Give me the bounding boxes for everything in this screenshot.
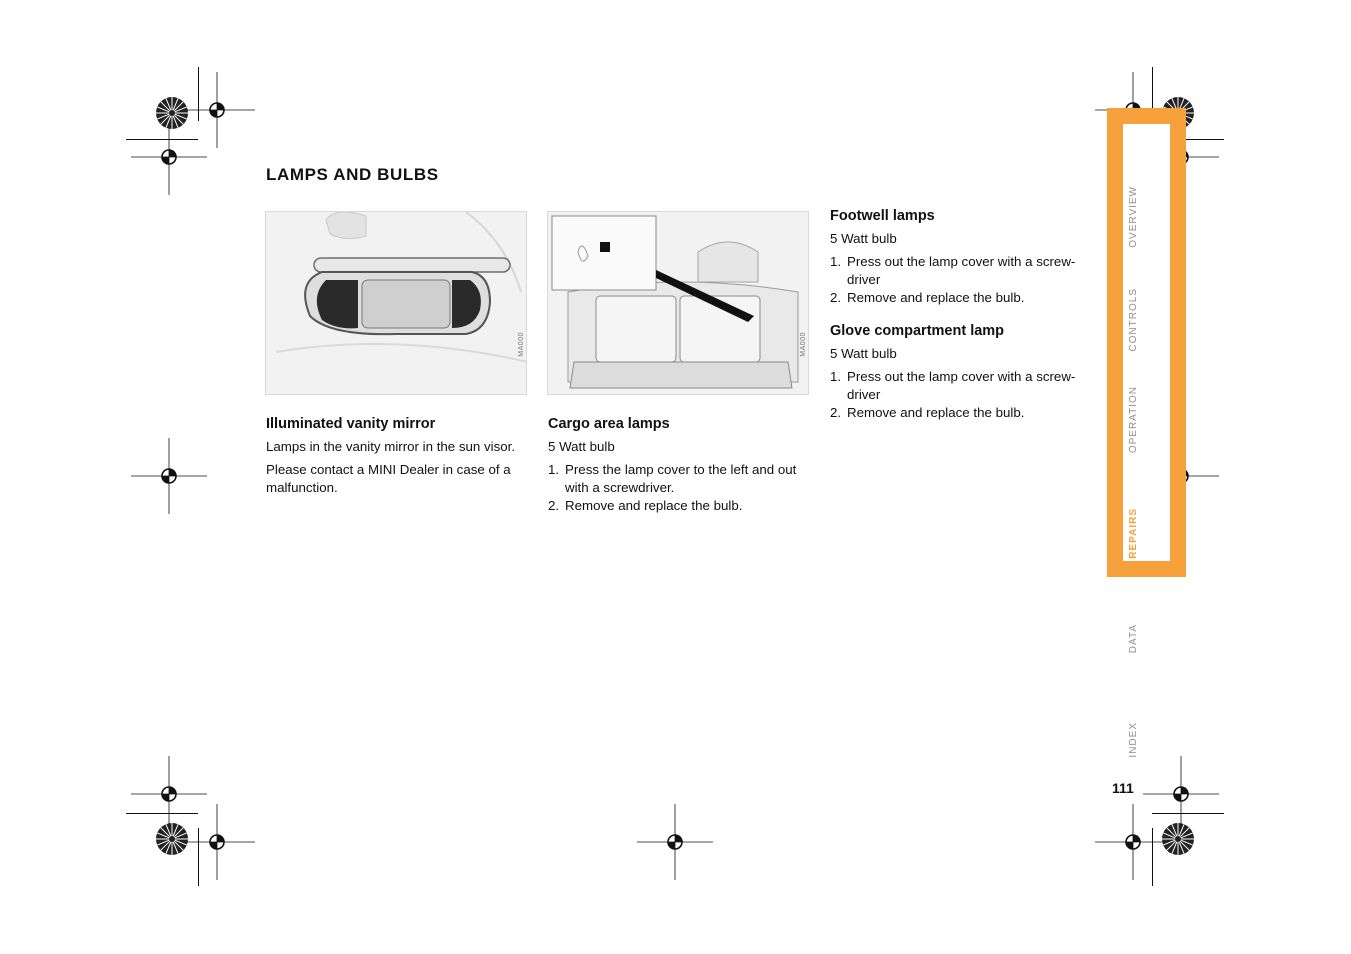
nav-item-controls[interactable]: CONTROLS (1128, 288, 1139, 352)
paragraph: Please contact a MINI Dealer in case of a malfunction. (266, 462, 511, 495)
bulb-spec: 5 Watt bulb (830, 346, 897, 361)
cargo-area-drawing (548, 212, 809, 395)
steps-list (830, 368, 1102, 422)
page-title: LAMPS AND BULBS (266, 165, 439, 184)
list-item: 2. Remove and replace the bulb. (830, 405, 1025, 420)
nav-item-index[interactable]: INDEX (1128, 722, 1139, 758)
section-heading: Cargo area lamps (548, 416, 670, 432)
section-heading: Glove compartment lamp (830, 323, 1005, 339)
nav-item-repairs[interactable]: REPAIRS (1128, 508, 1139, 559)
nav-item-overview[interactable]: OVERVIEW (1128, 186, 1139, 248)
bulb-spec: 5 Watt bulb (548, 439, 615, 454)
bulb-spec: 5 Watt bulb (830, 231, 897, 246)
list-item: 1. Press the lamp cover to the left and out with a screwdriver. (548, 462, 797, 495)
steps-list (830, 253, 1102, 307)
figure-code: MA000 (800, 332, 807, 357)
page-number: 111 (1112, 780, 1134, 796)
vanity-mirror-section (266, 414, 538, 502)
section-heading: Footwell lamps (830, 208, 935, 224)
footwell-glove-section (830, 206, 1102, 436)
vanity-mirror-illustration (265, 211, 527, 395)
cargo-lamps-section (548, 414, 820, 529)
section-heading: Illuminated vanity mirror (266, 416, 436, 432)
paragraph: Lamps in the vanity mirror in the sun visor. (266, 439, 516, 454)
list-item: 1. Press out the lamp cover with a screw-driver (830, 254, 1076, 287)
list-item: 2. Remove and replace the bulb. (548, 498, 743, 513)
steps-list (548, 461, 820, 515)
cargo-area-illustration (547, 211, 809, 395)
list-item: 2. Remove and replace the bulb. (830, 290, 1025, 305)
figure-code: MA000 (518, 332, 525, 357)
vanity-mirror-drawing (266, 212, 527, 395)
nav-item-operation[interactable]: OPERATION (1128, 386, 1139, 454)
nav-item-data[interactable]: DATA (1128, 624, 1139, 654)
list-item: 1. Press out the lamp cover with a screw-driver (830, 369, 1076, 402)
